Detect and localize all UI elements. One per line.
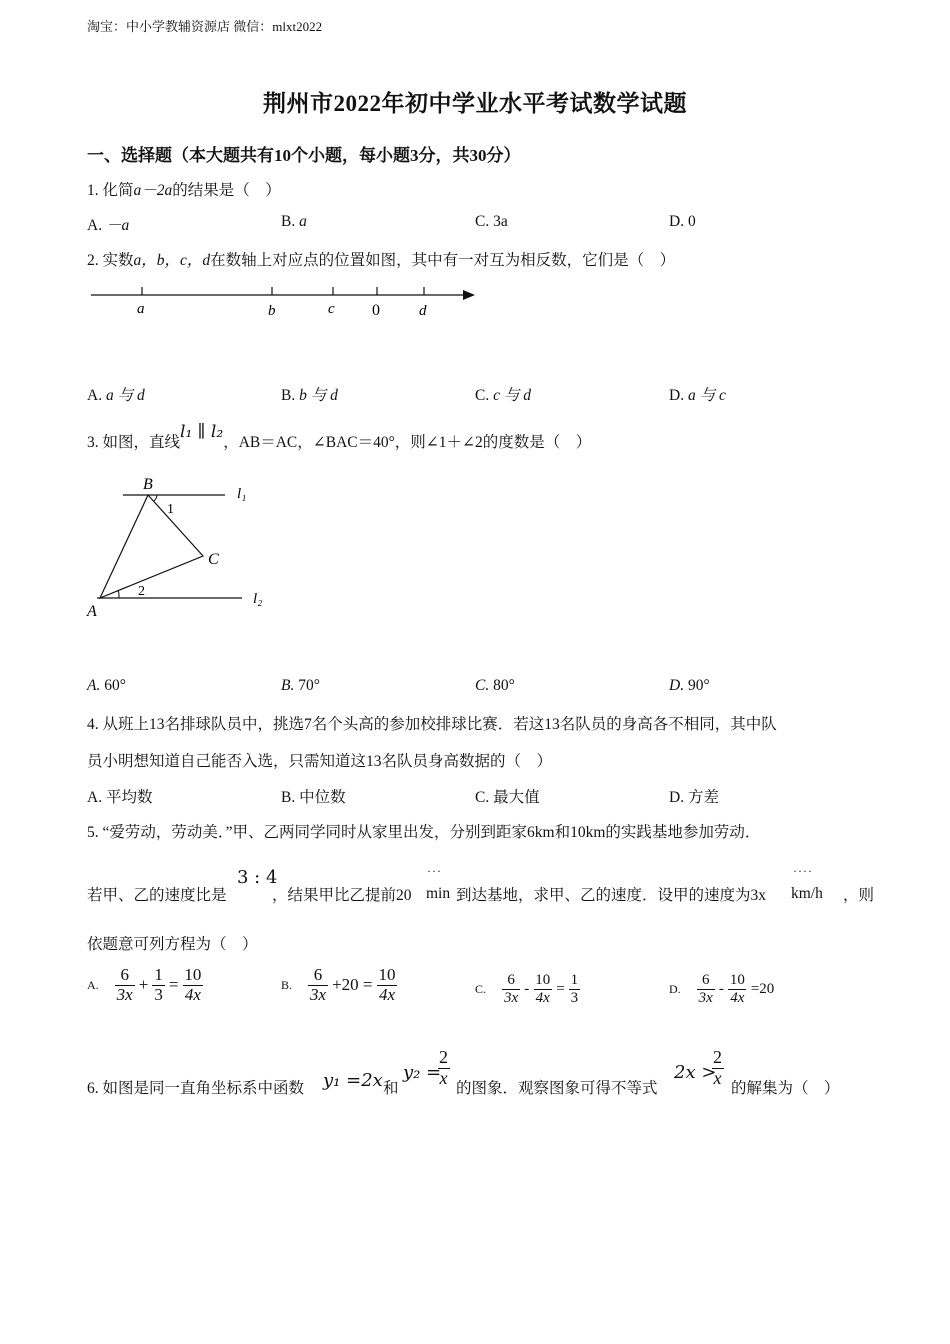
triangle-figure <box>85 470 275 625</box>
inequality-frac: $\frac{2}{x}$ <box>713 1047 722 1088</box>
label-l1: l₁ <box>237 486 247 502</box>
q5-option-d[interactable]: D. $\frac{6}{3x}$ - $\frac{10}{4x}$ =20 <box>669 972 775 1006</box>
q1-number: 1. 化简 <box>87 182 134 199</box>
q2-option-d[interactable]: D. a 与 c <box>669 387 726 404</box>
axis-label-c: c <box>328 301 335 317</box>
q5-line-2: 若甲、乙的速度比是 3 : 4 ，结果甲比乙提前20 ··· min 到达基地，求甲、乙的速度．设甲的速度为3x ···· km/h ，则 <box>87 864 875 904</box>
q4-line-1: 4. 从班上13名排球队员中，挑选7名个头高的参加校排球比赛．若这13名队员的身高各不相同，其中队 <box>87 716 777 733</box>
unit-kmh: km/h <box>791 885 823 902</box>
label-c: C <box>208 551 219 568</box>
axis-label-a: a <box>137 301 145 317</box>
q4-line-2: 员小明想知道自己能否入选，只需知道这13名队员身高数据的（ ） <box>87 753 553 770</box>
label-angle-2: 2 <box>138 584 145 599</box>
q2-option-a[interactable]: A. a 与 d <box>87 387 145 404</box>
question-6: 6. 如图是同一直角坐标系中函数 y₁ =2x 和 y₂ = $\frac{2}{x}$ 的图象．观察图象可得不等式 2x > $\frac{2}{x}$ 的解集为（ ） <box>87 1047 840 1097</box>
q3-option-c[interactable]: C. 80° <box>475 677 515 694</box>
function-y2-lhs: y₂ = <box>403 1062 442 1083</box>
page-header: 淘宝：中小学教辅资源店 微信：mlxt2022 <box>87 19 323 34</box>
q3-option-b[interactable]: B. 70° <box>281 677 320 694</box>
q3-option-a[interactable]: A. 60° <box>87 677 126 694</box>
q4-option-a[interactable]: A. 平均数 <box>87 789 153 806</box>
q1-expression: a－2a <box>133 182 173 199</box>
label-angle-1: 1 <box>167 502 174 517</box>
q1-option-a[interactable]: A. －a <box>87 217 130 234</box>
page-title: 荆州市2022年初中学业水平考试数学试题 <box>263 91 687 116</box>
q2-option-c[interactable]: C. c 与 d <box>475 387 531 404</box>
q2-option-b[interactable]: B. b 与 d <box>281 387 338 404</box>
q5-option-b[interactable]: B. $\frac{6}{3x}$ +20 = $\frac{10}{4x}$ <box>281 965 396 1004</box>
q3-option-d[interactable]: D. 90° <box>669 677 710 694</box>
axis-label-d: d <box>419 303 427 319</box>
question-1 <box>87 178 281 200</box>
q1-option-c[interactable]: C. 3a <box>475 213 508 230</box>
function-y1: y₁ =2x <box>323 1070 383 1091</box>
number-line <box>87 282 482 322</box>
q2-vars: a，b，c，d <box>133 252 211 269</box>
q4-option-b[interactable]: B. 中位数 <box>281 789 346 806</box>
inequality-lhs: 2x > <box>674 1062 717 1083</box>
q5-line-3: 依题意可列方程为（ ） <box>87 936 258 953</box>
q4-option-d[interactable]: D. 方差 <box>669 789 719 806</box>
question-2: 2. 实数a，b，c，d在数轴上对应点的位置如图，其中有一对互为相反数，它们是（ ） <box>87 252 676 269</box>
function-y2-frac: $\frac{2}{x}$ <box>439 1047 448 1088</box>
q5-option-c[interactable]: C. $\frac{6}{3x}$ - $\frac{10}{4x}$ = $\frac{1}{3}$ <box>475 972 579 1006</box>
section-heading: 一、选择题（本大题共有10个小题，每小题3分，共30分） <box>87 146 521 165</box>
label-a: A <box>87 603 97 620</box>
q1-option-d[interactable]: D. 0 <box>669 213 696 230</box>
axis-label-b: b <box>268 303 276 319</box>
unit-min: min <box>426 885 451 902</box>
label-l2: l₂ <box>253 591 263 607</box>
q5-option-a[interactable]: A. $\frac{6}{3x}$ + $\frac{1}{3}$ = $\frac{10}{4x}$ <box>87 965 202 1004</box>
speed-ratio: 3 : 4 <box>237 867 278 888</box>
q1-tail: 的结果是（ ） <box>172 182 281 199</box>
q1-option-b[interactable]: B. a <box>281 213 307 230</box>
q5-line-1: 5. “爱劳动，劳动美．”甲、乙两同学同时从家里出发，分别到距家6km和10km的实践基地参加劳动． <box>87 824 761 841</box>
q3-parallel-lines: l₁ ∥ l₂ <box>180 422 224 442</box>
question-3: 3. 如图，直线l₁ ∥ l₂，AB＝AC，∠BAC＝40°，则∠1＋∠2的度数是（ ） <box>87 422 592 451</box>
label-b: B <box>143 476 153 493</box>
triangle-abc <box>100 495 203 598</box>
q4-option-c[interactable]: C. 最大值 <box>475 789 540 806</box>
axis-label-0: 0 <box>372 302 380 319</box>
